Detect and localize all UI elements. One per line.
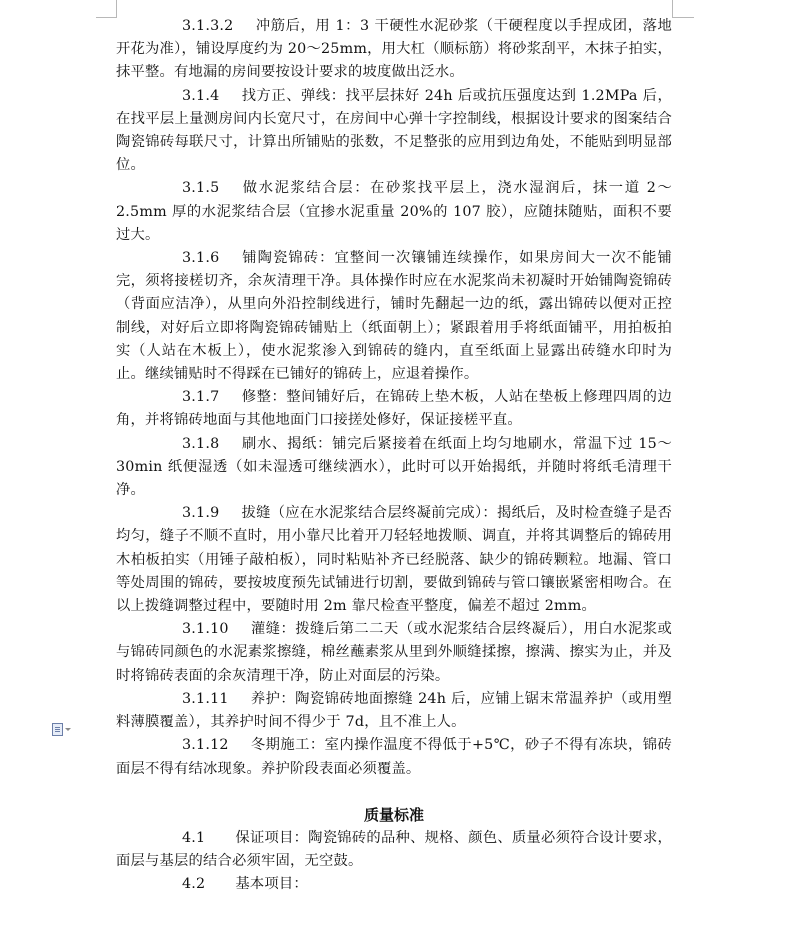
paragraph-3-1-6: 3.1.6 铺陶瓷锦砖：宜整间一次镶铺连续操作，如果房间大一次不能铺完，须将接槎切齐，余灰清理干净。具体操作时应在水泥浆尚未初凝时开始铺陶瓷锦砖（背面应洁净），从里向外沿控制线进行，铺时先翻起一边的纸，露出锦砖以便对正控制线，对好后立即将陶瓷锦砖铺贴上（纸面朝上）；紧跟着用手将纸面铺平，用拍板拍实（人站在木板上），使水泥浆渗入到锦砖的缝内，直至纸面上显露出砖缝水印时为止。继续铺贴时不得踩在已铺好的锦砖上，应退着操作。 [116, 250, 672, 383]
paragraph-3-1-4: 3.1.4 找方正、弹线：找平层抹好 24h 后或抗压强度达到 1.2MPa 后，在找平层上量测房间内长宽尺寸，在房间中心弹十字控制线，根据设计要求的图案结合陶瓷锦砖每联尺寸，计算出所铺贴的张数，不足整张的应用到边角处，不能贴到明显部位。 [116, 87, 672, 174]
margin-mark-right [672, 0, 673, 18]
document-icon [52, 723, 63, 736]
paragraph-3-1-11: 3.1.11 养护：陶瓷锦砖地面擦缝 24h 后，应铺上锯末常温养护（或用塑料薄膜覆盖），其养护时间不得少于 7d，且不准上人。 [116, 690, 672, 731]
paragraph-menu-handle[interactable] [52, 722, 74, 736]
paragraph-3-1-10: 3.1.10 灌缝：拨缝后第二二天（或水泥浆结合层终凝后），用白水泥浆或与锦砖同颜色的水泥素浆擦缝，棉丝蘸素浆从里到外顺缝揉擦，擦满、擦实为止，并及时将锦砖表面的余灰清理干净，防止对面层的污染。 [116, 621, 672, 684]
paragraph-3-1-12: 3.1.12 冬期施工：室内操作温度不得低于+5℃，砂子不得有冻块，锦砖面层不得有结冰现象。养护阶段表面必须覆盖。 [116, 737, 672, 777]
paragraph-3-1-8: 3.1.8 刷水、揭纸：铺完后紧接着在纸面上均匀地刷水，常温下过 15～30min 纸便湿透（如未湿透可继续洒水），此时可以开始揭纸，并随时将纸毛清理干净。 [116, 435, 672, 499]
paragraph-3-1-5: 3.1.5 做水泥浆结合层：在砂浆找平层上，浇水湿润后，抹一道 2～2.5mm 厚的水泥浆结合层（宜掺水泥重量 20%的 107 胶），应随抹随贴，面积不要过大。 [116, 180, 672, 243]
section-title: 质量标准 [363, 805, 424, 824]
document-body [116, 0, 672, 897]
margin-mark-left-h [96, 17, 116, 18]
paragraph-3-1-3-2: 3.1.3.2 冲筋后，用 1：3 干硬性水泥砂浆（干硬程度以手捏成团，落地开花为准），铺设厚度约为 20～25mm，用大杠（顺标筋）将砂浆刮平，木抹子拍实，抹平整。有地漏的房间要按设计要求的坡度做出泛水。 [116, 18, 672, 81]
paragraph-3-1-7: 3.1.7 修整：整间铺好后，在锦砖上垫木板，人站在垫板上修理四周的边角，并将锦砖地面与其他地面门口接搓处修好，保证接槎平直。 [116, 389, 672, 429]
chevron-down-icon [65, 728, 71, 731]
paragraph-3-1-9: 3.1.9 拔缝（应在水泥浆结合层终凝前完成）：揭纸后，及时检查缝子是否均匀，缝子不顺不直时，用小靠尺比着开刀轻轻地拨顺、调直，并将其调整后的锦砖用木柏板拍实（用锤子敲柏板），同时粘贴补齐已经脱落、缺少的锦砖颗粒。地漏、管口等处周围的锦砖，要按坡度预先试铺进行切割，要做到锦砖与管口镶嵌紧密相吻合。在以上拨缝调整过程中，要随时用 2m 靠尺检查平整度，偏差不超过 2mm。 [116, 505, 672, 615]
margin-mark-right-h [672, 17, 694, 18]
paragraph-4-1: 4.1 保证项目：陶瓷锦砖的品种、规格、颜色、质量必须符合设计要求，面层与基层的结合必须牢固，无空鼓。 [116, 829, 672, 870]
paragraph-4-2: 4.2 基本项目： [182, 876, 308, 893]
